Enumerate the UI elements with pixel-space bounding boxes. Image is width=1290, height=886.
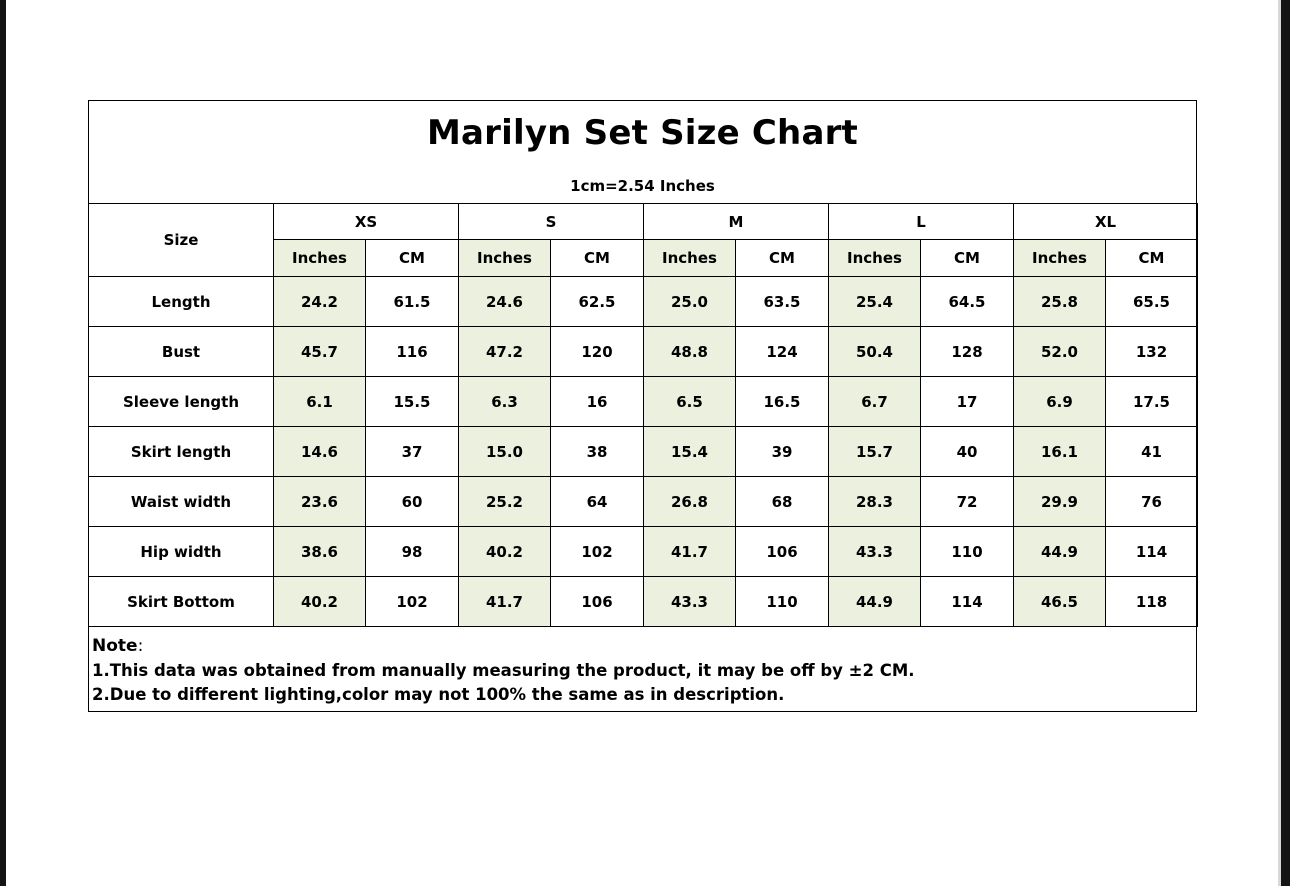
table-cell: 14.6 [274,427,366,477]
table-cell: 24.6 [459,277,551,327]
unit-cm-header: CM [551,240,644,277]
row-label: Waist width [89,477,274,527]
table-cell: 25.4 [829,277,921,327]
unit-inches-header: Inches [644,240,736,277]
window-edge-left [0,0,6,886]
size-header-cell: Size [89,204,274,277]
table-cell: 118 [1106,577,1198,627]
table-cell: 43.3 [829,527,921,577]
table-cell: 26.8 [644,477,736,527]
row-label: Skirt Bottom [89,577,274,627]
unit-cm-header: CM [1106,240,1198,277]
table-row-bust [89,327,1198,377]
table-cell: 102 [366,577,459,627]
size-m-header: M [644,204,829,240]
table-cell: 110 [736,577,829,627]
row-label: Length [89,277,274,327]
size-table [88,203,1198,627]
table-cell: 24.2 [274,277,366,327]
table-cell: 61.5 [366,277,459,327]
table-cell: 48.8 [644,327,736,377]
table-cell: 15.7 [829,427,921,477]
table-cell: 16.5 [736,377,829,427]
table-cell: 64 [551,477,644,527]
table-cell: 76 [1106,477,1198,527]
table-cell: 6.7 [829,377,921,427]
table-cell: 23.6 [274,477,366,527]
table-cell: 25.0 [644,277,736,327]
table-cell: 128 [921,327,1014,377]
table-cell: 124 [736,327,829,377]
table-cell: 132 [1106,327,1198,377]
table-cell: 37 [366,427,459,477]
table-cell: 114 [1106,527,1198,577]
table-row-skirt-bottom [89,577,1198,627]
notes-heading-label: Note [92,636,138,656]
row-label: Sleeve length [89,377,274,427]
table-cell: 41 [1106,427,1198,477]
table-cell: 63.5 [736,277,829,327]
row-label: Hip width [89,527,274,577]
table-cell: 110 [921,527,1014,577]
window-edge-right [1281,0,1290,886]
notes-block [92,634,1192,708]
table-row-sleeve-length [89,377,1198,427]
size-l-header: L [829,204,1014,240]
table-cell: 6.1 [274,377,366,427]
unit-cm-header: CM [736,240,829,277]
unit-cm-header: CM [366,240,459,277]
unit-inches-header: Inches [829,240,921,277]
table-cell: 62.5 [551,277,644,327]
table-cell: 65.5 [1106,277,1198,327]
table-cell: 6.5 [644,377,736,427]
table-cell: 98 [366,527,459,577]
notes-heading-colon: : [137,636,144,656]
title-block [89,101,1196,204]
row-label: Skirt length [89,427,274,477]
size-xs-header: XS [274,204,459,240]
table-cell: 40 [921,427,1014,477]
table-cell: 43.3 [644,577,736,627]
unit-inches-header: Inches [459,240,551,277]
table-cell: 15.0 [459,427,551,477]
size-header-row [89,204,1198,240]
table-cell: 114 [921,577,1014,627]
table-cell: 6.3 [459,377,551,427]
table-cell: 64.5 [921,277,1014,327]
table-cell: 44.9 [829,577,921,627]
table-cell: 45.7 [274,327,366,377]
chart-title: Marilyn Set Size Chart [426,113,859,153]
table-cell: 44.9 [1014,527,1106,577]
table-cell: 40.2 [459,527,551,577]
table-cell: 52.0 [1014,327,1106,377]
table-cell: 102 [551,527,644,577]
table-cell: 68 [736,477,829,527]
table-cell: 40.2 [274,577,366,627]
table-cell: 39 [736,427,829,477]
table-cell: 106 [736,527,829,577]
table-row-skirt-length [89,427,1198,477]
unit-inches-header: Inches [274,240,366,277]
size-xl-header: XL [1014,204,1198,240]
table-cell: 72 [921,477,1014,527]
table-cell: 15.5 [366,377,459,427]
table-cell: 38 [551,427,644,477]
table-cell: 15.4 [644,427,736,477]
note-line-2: 2.Due to different lighting,color may not 100% the same as in description. [92,685,785,704]
unit-cm-header: CM [921,240,1014,277]
size-chart-sheet [88,100,1197,712]
table-cell: 41.7 [644,527,736,577]
table-cell: 16 [551,377,644,427]
table-cell: 25.2 [459,477,551,527]
table-row-hip-width [89,527,1198,577]
note-line-1: 1.This data was obtained from manually measuring the product, it may be off by ±2 CM. [92,660,915,680]
table-cell: 17 [921,377,1014,427]
table-cell: 50.4 [829,327,921,377]
table-cell: 106 [551,577,644,627]
unit-inches-header: Inches [1014,240,1106,277]
row-label: Bust [89,327,274,377]
table-cell: 41.7 [459,577,551,627]
table-cell: 47.2 [459,327,551,377]
table-cell: 29.9 [1014,477,1106,527]
size-s-header: S [459,204,644,240]
table-cell: 116 [366,327,459,377]
table-row-waist-width [89,477,1198,527]
table-cell: 28.3 [829,477,921,527]
table-cell: 38.6 [274,527,366,577]
table-cell: 25.8 [1014,277,1106,327]
unit-conversion-note: 1cm=2.54 Inches [570,177,715,195]
table-cell: 60 [366,477,459,527]
table-cell: 120 [551,327,644,377]
table-cell: 6.9 [1014,377,1106,427]
notes-heading [92,634,1192,659]
table-cell: 46.5 [1014,577,1106,627]
table-cell: 16.1 [1014,427,1106,477]
table-cell: 17.5 [1106,377,1198,427]
table-row-length [89,277,1198,327]
